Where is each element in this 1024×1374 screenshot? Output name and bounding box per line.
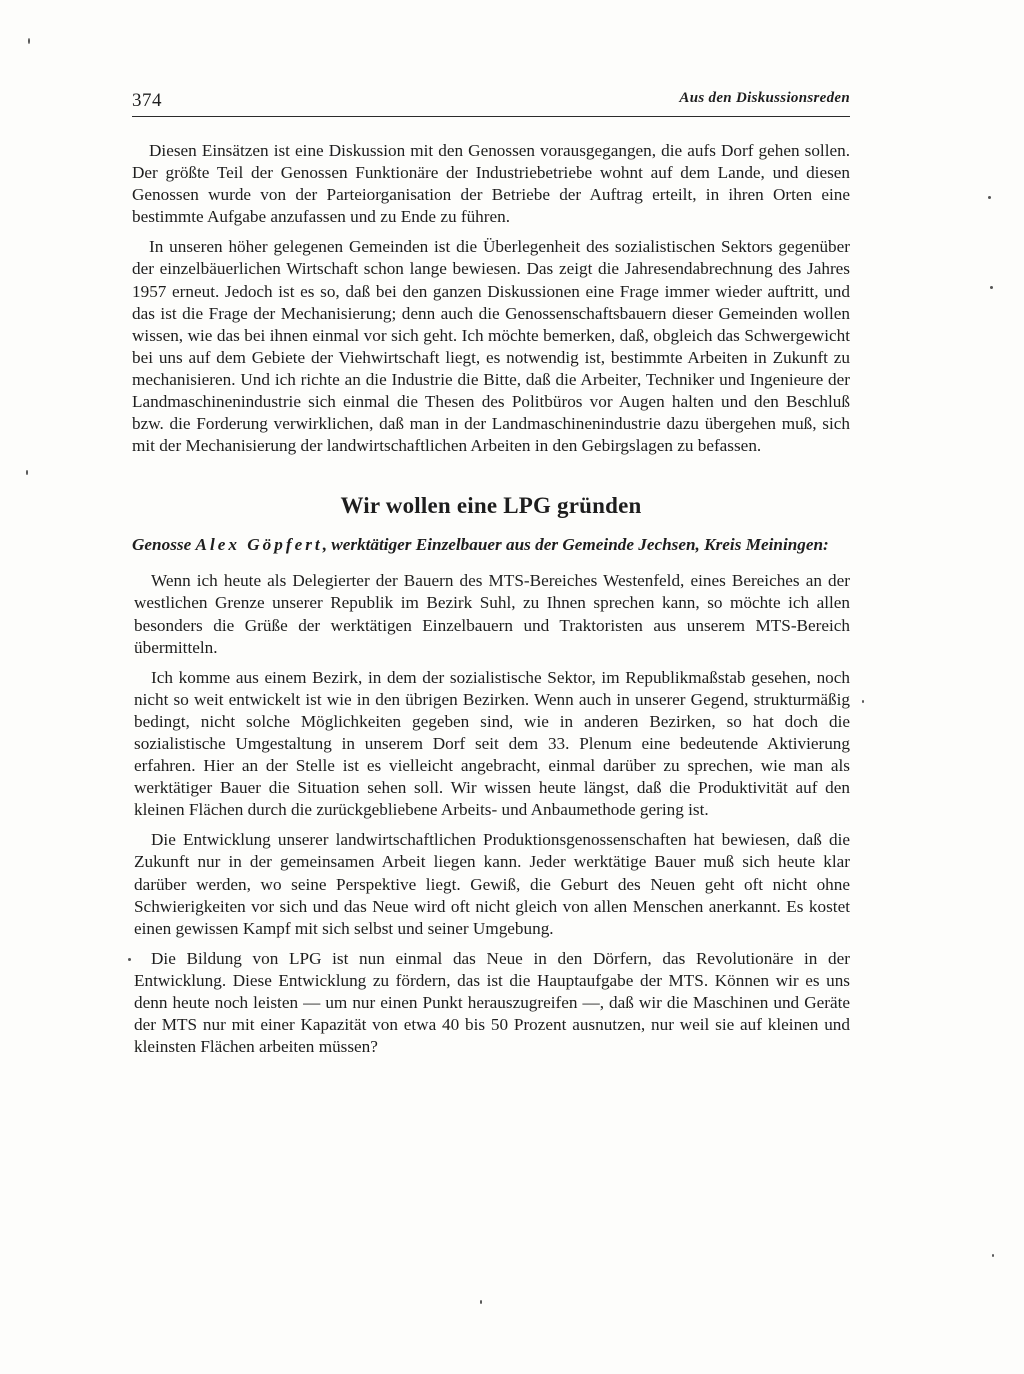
paragraph: Diesen Einsätzen ist eine Diskussion mit den Genossen vorausgegangen, die aufs Dorf gehen sollen. Der größte Teil der Genossen Funktionäre der Industriebetriebe wohnt auf dem Lande, und diesen Genossen wurde von der Parteiorganisation der Betriebe der Auftrag erteilt, in ihren Orten eine bestimmte Aufgabe anzufassen und zu Ende zu führen. [132, 141, 850, 227]
paragraph: In unseren höher gelegenen Gemeinden ist die Überlegenheit des sozialistischen Sektors gegenüber der einzelbäuerlichen Wirtschaft schon lange bewiesen. Das zeigt die Jahresendabrechnung des Jahres 1957 erneut. Jedoch ist es so, daß bei den ganzen Diskussionen eine Frage immer wieder auftritt, und das ist die Frage der Mechanisierung; denn auch die Genossenschaftsbauern dieser Gemeinden wollen wissen, wie das bei ihnen einmal vor sich geht. Ich möchte bemerken, daß, obgleich das Schwergewicht bei uns auf dem Gebiete der Viehwirtschaft liegt, es notwendig ist, bestimmte Arbeiten in Zukunft zu mechanisieren. Und ich richte an die Industrie die Bitte, daß die Arbeiter, Techniker und Ingenieure der Landmaschinenindustrie sich einmal die Thesen des Politbüros vor Augen halten und den Beschluß bzw. die Forderung verwirklichen, daß man in der Landmaschinenindustrie dazu übergehen muß, sich mit der Mechanisierung der landwirtschaftlichen Arbeiten in den Gebirgslagen zu befassen. [132, 237, 850, 456]
body-text [132, 140, 850, 1066]
scan-speck [992, 1254, 994, 1257]
paragraph: Die Entwicklung unserer landwirtschaftlichen Produktionsgenossenschaften hat bewiesen, daß die Zukunft nur in der gemeinsamen Arbeit liegen kann. Jeder werktätige Bauer muß sich heute klar darüber werden, wo seine Perspektive liegt. Gewiß, die Geburt des Neuen geht oft nicht ohne Schwierigkeiten vor sich und das Neue wird oft nicht gleich von allen Menschen anerkannt. Es kostet einen gewissen Kampf mit sich selbst und seiner Umgebung. [134, 830, 850, 938]
scan-speck [480, 1300, 482, 1304]
scan-speck [988, 196, 991, 199]
speaker-attribution [132, 533, 850, 556]
paragraph: Die Bildung von LPG ist nun einmal das Neue in den Dörfern, das Revolutionäre in der Entwicklung. Diese Entwicklung zu fördern, das ist die Hauptaufgabe der MTS. Können wir es uns denn heute noch leisten — um nur einen Punkt herauszugreifen —, daß wir die Maschinen und Geräte der MTS nur mit einer Kapazität von etwa 40 bis 50 Prozent ausnutzen, nur weil sie auf kleinen und kleinsten Flächen arbeiten müssen? [134, 948, 850, 1057]
running-head: Aus den Diskussionsreden [679, 90, 850, 106]
page-number: 374 [132, 90, 162, 111]
section-title: Wir wollen eine LPG gründen [340, 493, 642, 519]
paragraph: Ich komme aus einem Bezirk, in dem der sozialistische Sektor, im Republikmaßstab gesehen, noch nicht so weit entwickelt ist wie in den übrigen Bezirken. Wenn auch in unserer Gegend, strukturmäßig bedingt, nicht solche Möglichkeiten gegeben sind, wie in anderen Bezirken, so hat doch die sozialistische Umgestaltung in unserem Dorf seit dem 33. Plenum eine bedeutende Aktivierung erfahren. Hier an der Stelle ist es vielleicht angebracht, einmal darüber zu sprechen, wie man als werktätiger Bauer die Situation sehen soll. Wir wissen heute längst, daß die Produktivität auf den kleinen Flächen durch die zurückgebliebene Arbeits- und Anbaumethode gering ist. [134, 667, 850, 820]
speaker-prefix: Genosse [132, 535, 196, 555]
speech [132, 570, 850, 1058]
speaker-name: Alex Göpfert [195, 535, 323, 555]
paragraph: Wenn ich heute als Delegierter der Bauern des MTS-Bereiches Westenfeld, eines Bereiches an der westlichen Grenze unserer Republik im Bezirk Suhl, zu Ihnen sprechen kann, so möchte ich allen besonders die Grüße der werktätigen Einzelbauern und Traktoristen aus unserem MTS-Bereich übermitteln. [134, 571, 850, 657]
scan-speck [862, 700, 864, 703]
scan-speck [990, 286, 993, 289]
scan-speck [26, 470, 28, 475]
scan-speck [28, 38, 30, 44]
speaker-suffix: , werktätiger Einzelbauer aus der Gemeinde Jechsen, Kreis Meiningen: [322, 535, 829, 555]
scan-speck [128, 958, 131, 961]
page-header [132, 86, 850, 117]
